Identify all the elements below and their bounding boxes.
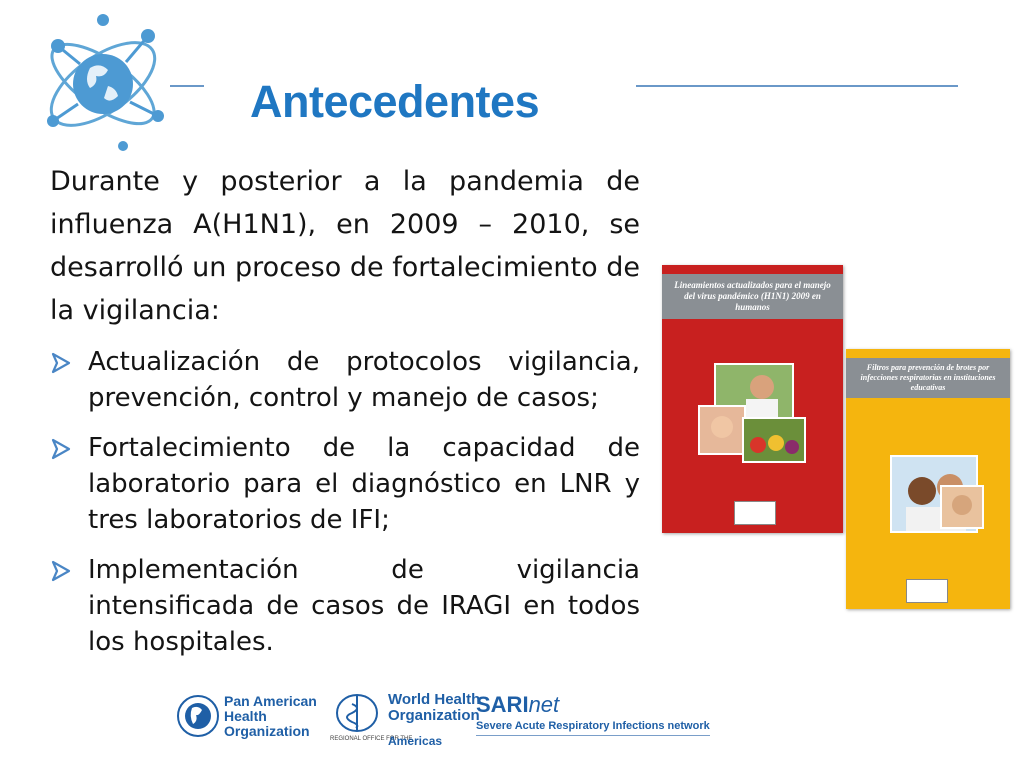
- globe-logo-icon: [28, 6, 178, 156]
- list-item: [50, 552, 640, 660]
- bullet-text: Actualización de protocolos vigilancia, prevención, control y manejo de casos;: [88, 347, 640, 413]
- bullet-text: Fortalecimiento de la capacidad de laboratorio para el diagnóstico en LNR y tres laboratorios de IFI;: [88, 433, 640, 535]
- body-text: [50, 160, 640, 674]
- page-title: Antecedentes: [250, 76, 540, 127]
- who-line: Organization: [388, 707, 480, 724]
- who-logo-icon: [334, 692, 380, 734]
- who-name: [388, 692, 480, 724]
- booklet-ministry-logo: [734, 501, 776, 525]
- booklet-cover-filtros: [846, 349, 1010, 609]
- paho-line: Pan American: [224, 693, 317, 709]
- intro-paragraph: Durante y posterior a la pandemia de influenza A(H1N1), en 2009 – 2010, se desarrolló un proceso de fortalecimiento de la vigilancia:: [50, 166, 640, 326]
- bullet-arrow-icon: [50, 438, 72, 460]
- booklet-photo: [698, 405, 746, 455]
- booklet-title: Filtros para prevención de brotes por infecciones respiratorias en instituciones educativas: [846, 358, 1010, 398]
- who-regional-label: REGIONAL OFFICE FOR THE: [330, 736, 413, 742]
- bullet-arrow-icon: [50, 352, 72, 374]
- booklet-title: Lineamientos actualizados para el manejo del virus pandémico (H1N1) 2009 en humanos: [662, 274, 843, 319]
- sarinet-rule: [476, 735, 710, 736]
- paho-line: Organization: [224, 723, 310, 739]
- header-rule-right: [636, 85, 958, 87]
- booklet-cover-lineamientos: [662, 265, 843, 533]
- booklet-ministry-logo: [906, 579, 948, 603]
- who-americas-label: Americas: [388, 734, 443, 748]
- paho-name: [224, 694, 317, 739]
- paho-line: Health: [224, 708, 267, 724]
- footer-logos: [170, 690, 730, 760]
- bullet-arrow-icon: [50, 560, 72, 582]
- sarinet-subtitle: Severe Acute Respiratory Infections network: [476, 720, 710, 732]
- header-rule-left: [170, 85, 204, 87]
- booklet-photo: [940, 485, 984, 529]
- sarinet-title-main: SARI: [476, 692, 529, 717]
- booklet-photo: [742, 417, 806, 463]
- sarinet-title: [476, 692, 559, 718]
- bullet-text: Implementación de vigilancia intensificada de casos de IRAGI en todos los hospitales.: [88, 555, 640, 657]
- list-item: [50, 344, 640, 416]
- who-line: World Health: [388, 691, 481, 708]
- bullet-list: [50, 344, 640, 660]
- paho-logo-icon: [176, 694, 220, 738]
- list-item: [50, 430, 640, 538]
- sarinet-title-suffix: net: [528, 692, 560, 717]
